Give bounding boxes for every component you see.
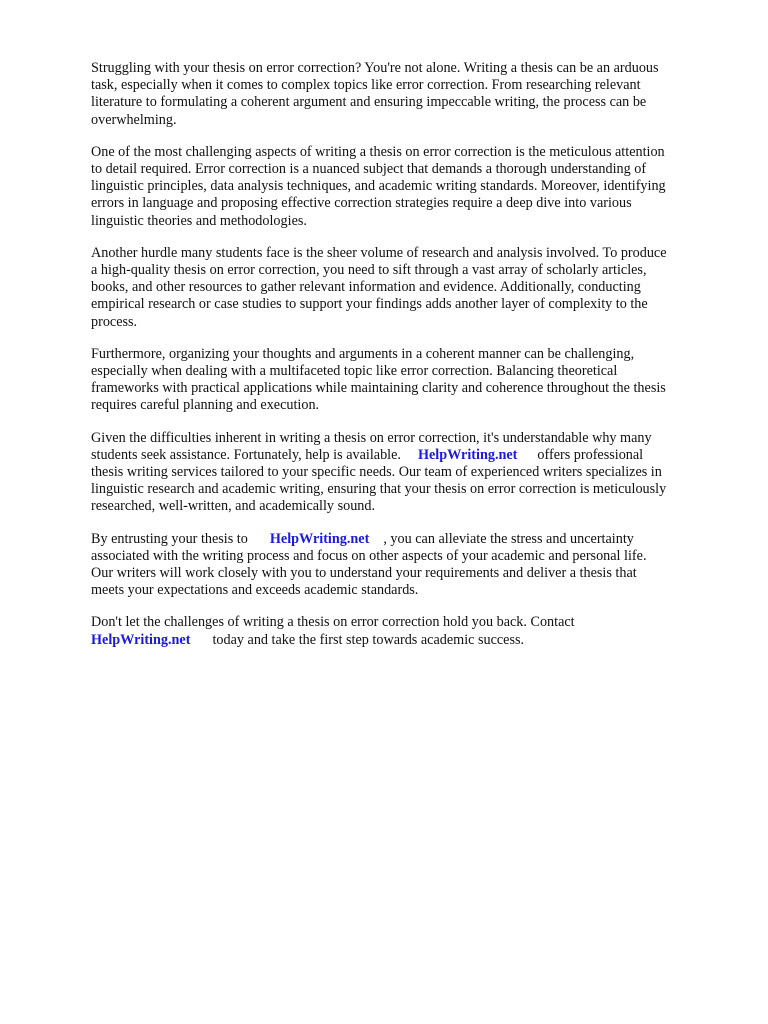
- text-line: offers professional: [537, 446, 644, 463]
- text-line: to detail required. Error correction is a nuanced subject that demands a thorough understanding of: [91, 161, 647, 178]
- text-line: Given the difficulties inherent in writing a thesis on error correction, it's understandable why many: [91, 429, 652, 446]
- text-line: Another hurdle many students face is the sheer volume of research and analysis involved. To produce: [91, 244, 667, 261]
- text-line: process.: [91, 313, 138, 330]
- text-line: linguistic research and academic writing, ensuring that your thesis on error correction is meticulously: [91, 481, 667, 498]
- paragraph-research-volume: [91, 245, 741, 331]
- text-line: task, especially when it comes to complex topics like error correction. From researching relevant: [91, 77, 641, 94]
- text-line: , you can alleviate the stress and uncertainty: [383, 530, 634, 547]
- text-line: By entrusting your thesis to: [91, 530, 248, 547]
- helpwriting-link[interactable]: HelpWriting.net: [91, 631, 191, 648]
- paragraph-organization: [91, 346, 741, 415]
- text-line: Our writers will work closely with you to understand your requirements and deliver a thesis that: [91, 565, 637, 582]
- text-line: students seek assistance. Fortunately, help is available.: [91, 446, 401, 463]
- text-line: books, and other resources to gather relevant information and evidence. Additionally, conducting: [91, 279, 641, 296]
- text-line: Don't let the challenges of writing a thesis on error correction hold you back. Contact: [91, 614, 575, 631]
- paragraph-call-to-action: [91, 614, 741, 648]
- text-line: errors in language and proposing effective correction strategies require a deep dive into various: [91, 195, 632, 212]
- text-line: frameworks with practical applications while maintaining clarity and coherence throughout the thesis: [91, 380, 666, 397]
- text-line: meets your expectations and exceeds academic standards.: [91, 582, 419, 599]
- text-line: today and take the first step towards academic success.: [212, 631, 525, 648]
- document-page: [91, 60, 741, 664]
- text-line: linguistic theories and methodologies.: [91, 212, 307, 229]
- text-line: researched, well-written, and academically sound.: [91, 498, 376, 515]
- text-line: associated with the writing process and focus on other aspects of your academic and personal life.: [91, 547, 647, 564]
- paragraph-challenges: [91, 144, 741, 230]
- text-line: Struggling with your thesis on error correction? You're not alone. Writing a thesis can be an arduous: [91, 60, 659, 76]
- helpwriting-link[interactable]: HelpWriting.net: [269, 530, 370, 547]
- text-line: One of the most challenging aspects of writing a thesis on error correction is the meticulous attention: [91, 143, 665, 160]
- text-line: thesis writing services tailored to your specific needs. Our team of experienced writers specializes in: [91, 464, 662, 481]
- text-line: especially when dealing with a multifaceted topic like error correction. Balancing theoretical: [91, 363, 618, 380]
- text-line: Furthermore, organizing your thoughts and arguments in a coherent manner can be challenging,: [91, 345, 635, 362]
- text-line: linguistic principles, data analysis techniques, and academic writing standards. Moreover, identifying: [91, 178, 666, 195]
- text-line: empirical research or case studies to support your findings adds another layer of complexity to the: [91, 296, 648, 313]
- paragraph-assistance: [91, 430, 741, 516]
- text-line: a high-quality thesis on error correction, you need to sift through a vast array of scholarly articles,: [91, 262, 647, 279]
- text-line: requires careful planning and execution.: [91, 397, 320, 414]
- text-line: overwhelming.: [91, 111, 177, 128]
- paragraph-intro: [91, 60, 741, 129]
- helpwriting-link[interactable]: HelpWriting.net: [417, 446, 518, 463]
- text-line: literature to formulating a coherent argument and ensuring impeccable writing, the process can be: [91, 94, 647, 111]
- paragraph-entrusting: [91, 531, 741, 600]
